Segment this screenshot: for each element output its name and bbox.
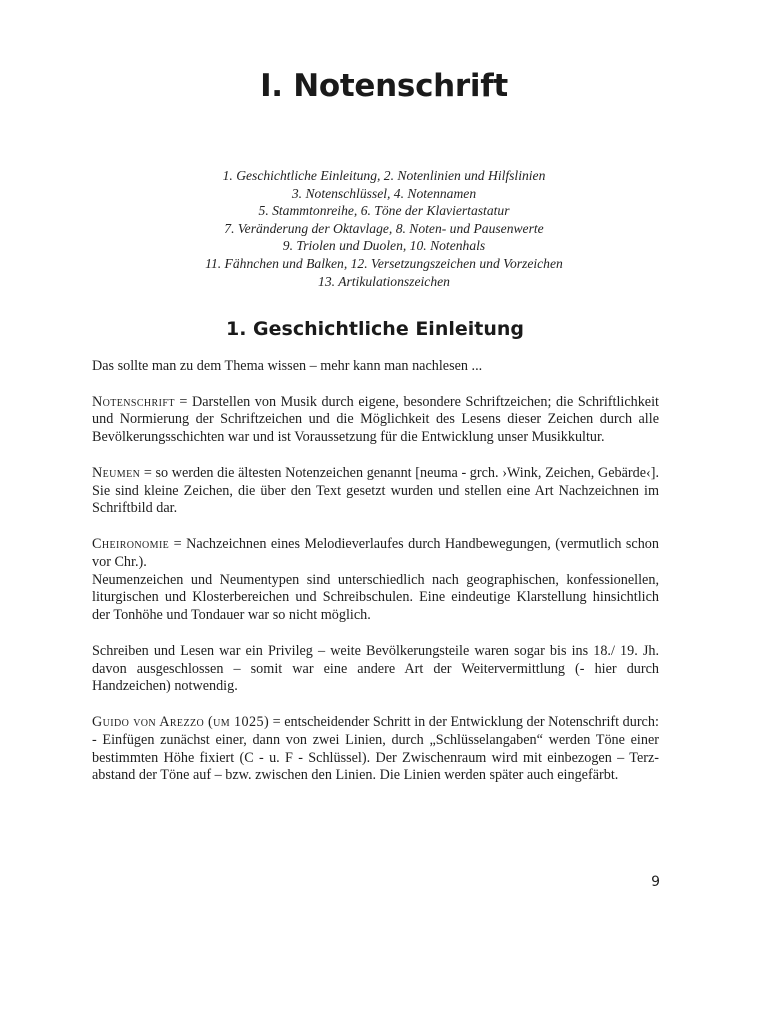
- cheironomie-paragraph: [92, 536, 659, 625]
- section-heading: 1. Geschichtliche Einleitung: [226, 318, 524, 340]
- contents-line: 9. Triolen und Duolen, 10. Notenhals: [282, 238, 486, 254]
- page-number: 9: [651, 874, 660, 890]
- guido-paragraph: [92, 714, 659, 785]
- cheironomie-definition: = Nachzeichnen eines Melodieverlaufes durch Handbewegungen, (vermutlich schon vor Chr.).: [92, 535, 659, 570]
- chapter-title: I. Notenschrift: [260, 68, 508, 104]
- contents-line: 5. Stammtonreihe, 6. Töne der Klaviertastatur: [258, 203, 510, 219]
- contents-line: 11. Fähnchen und Balken, 12. Versetzungszeichen und Vorzeichen: [205, 255, 563, 271]
- term-guido-von-arezzo: Guido von Arezzo (um 1025): [92, 713, 270, 730]
- contents-line: 3. Notenschlüssel, 4. Notennamen: [291, 185, 477, 201]
- neumen-paragraph: [92, 465, 659, 518]
- contents-line: 1. Geschichtliche Einleitung, 2. Notenlinien und Hilfslinien: [222, 168, 546, 183]
- term-notenschrift: Notenschrift: [92, 393, 175, 410]
- notenschrift-paragraph: [92, 394, 659, 447]
- neumen-definition: = so werden die ältesten Notenzeichen genannt [neuma - grch. ›Wink, Zeichen, Gebärde‹]. Sie sind kleine Zeichen, die über den Text gesetzt wurden und stellen eine Art Nachzeichnen im Schriftbild dar.: [92, 464, 659, 517]
- contents-line: 7. Veränderung der Oktavlage, 8. Noten- und Pausenwerte: [224, 220, 544, 236]
- guido-definition: = entscheidender Schritt in der Entwicklung der Notenschrift durch:: [269, 713, 659, 730]
- term-cheironomie: Cheironomie: [92, 535, 170, 552]
- chapter-contents: [0, 167, 768, 290]
- body-text: [92, 358, 659, 803]
- notenschrift-definition: = Darstellen von Musik durch eigene, besondere Schriftzeichen; die Schriftlichkeit und Normierung der Schriftzeichen und die Möglichkeit des Lesens dieser Zeichen durch alle Bevölkerungsschichten war und ist Voraussetzung für die Entwicklung unser Musikkultur.: [92, 393, 659, 446]
- neumentypen-text: Neumenzeichen und Neumentypen sind unterschiedlich nach geographischen, konfessionellen, liturgischen und Klosterbereichen und Schreibschulen. Eine eindeutige Klarstellung hinsichtlich der Tonhöhe und Tondauer war so nicht möglich.: [92, 571, 659, 624]
- intro-paragraph: Das sollte man zu dem Thema wissen – mehr kann man nachlesen ...: [92, 358, 483, 374]
- privileg-paragraph: Schreiben und Lesen war ein Privileg – weite Bevölkerungsteile waren sogar bis ins 18./ 19. Jh. davon ausgeschlossen – somit war eine andere Art der Weitervermittlung (- hier durch Handzeichen) notwendig.: [92, 642, 659, 695]
- term-neumen: Neumen: [92, 464, 141, 481]
- contents-line: 13. Artikulationszeichen: [318, 273, 450, 289]
- linien-text: - Einfügen zunächst einer, dann von zwei Linien, durch „Schlüsselangaben“ werden Töne einer bestimmten Höhe fixiert (C - u. F - Schlüssel). Der Zwischenraum wird mit einbezogen – Terzabstand der Töne auf – bzw. zwischen den Linien. Die Linien werden später auch eingefärbt.: [92, 731, 659, 784]
